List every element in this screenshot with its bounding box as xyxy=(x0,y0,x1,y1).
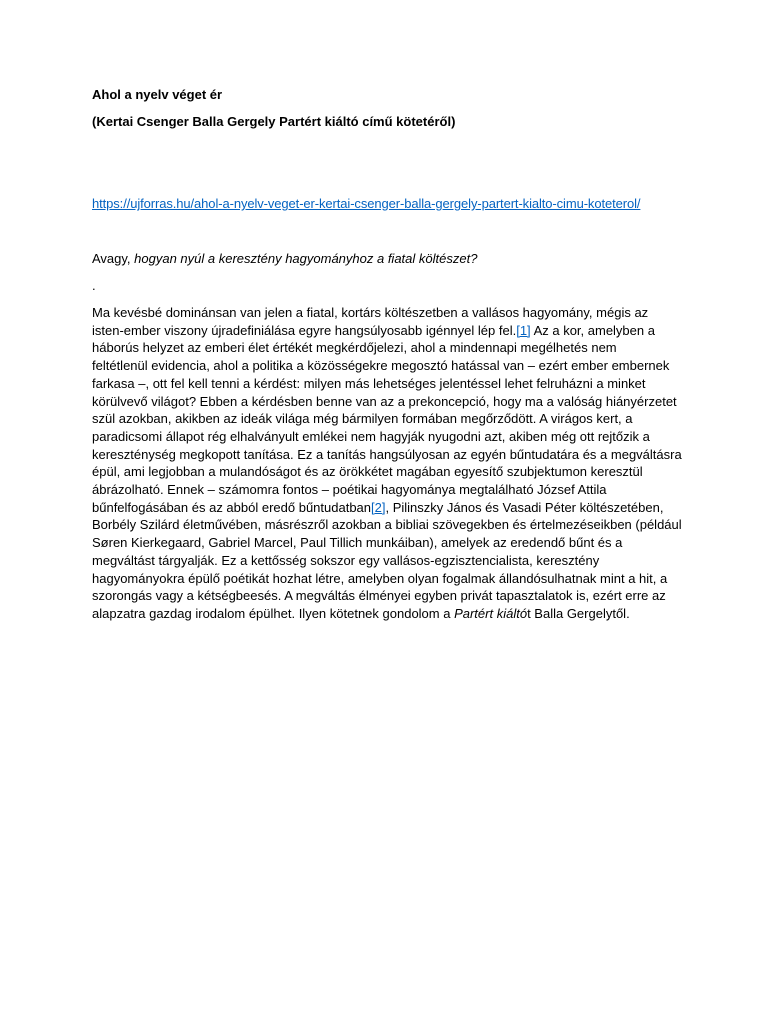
body-line: feltétlenül evidencia, ahol a politika a közösségekre megosztó hatással van – ezért ember embernek xyxy=(92,358,670,374)
body-text-segment: t xyxy=(527,605,531,621)
footnote-link-2[interactable]: [2] xyxy=(371,499,386,515)
body-line: Søren Kierkegaard, Gabriel Marcel, Paul Tillich munkáiban), amelyek az eredendő bűnt és a xyxy=(92,535,623,551)
body-text-segment: Balla Gergelytől. xyxy=(530,605,630,621)
body-line: farkasa –, ott fel kell tenni a kérdést: milyen más lehetséges jelentéssel lehet felruházni a minket xyxy=(92,375,646,391)
body-line xyxy=(92,605,682,623)
body-line: épül, ami legjobban a mulandóságot és az örökkétet magában egyesítő szubjektumon keresztül xyxy=(92,464,643,480)
body-line: hagyományokra épülő poétikát hozhat létre, amelyben olyan fogalmak állandósulhatnak mint a hit, a xyxy=(92,570,668,586)
body-text-segment: alapzatra gazdag irodalom épülhet. Ilyen kötetnek gondolom a xyxy=(92,605,455,621)
body-line xyxy=(92,499,682,517)
separator-dot: . xyxy=(92,278,96,293)
body-line: kereszténység megkopott tanítása. Ez a tanítás hangsúlyosan az egyén bűntudatára és a megváltásra xyxy=(92,446,682,462)
document-subtitle: (Kertai Csenger Balla Gergely Partért kiáltó című kötetéről) xyxy=(92,114,456,129)
lead-question xyxy=(92,250,477,267)
body-line: háborús helyzet az emberi élet értékét megkérdőjelezi, ahol a mindennapi megélhetés nem xyxy=(92,340,617,356)
body-line: szül azokban, akikben az ideák világa még bármilyen formában megőrződött. A virágos kert, a xyxy=(92,411,633,427)
body-line: Ma kevésbé dominánsan van jelen a fiatal, kortárs költészetben a vallásos hagyomány, mégis az xyxy=(92,305,649,320)
document-title: Ahol a nyelv véget ér xyxy=(92,87,223,102)
body-text-segment: , Pilinszky János és Vasadi Péter költészetében, xyxy=(385,499,664,515)
book-title: Partért kiáltó xyxy=(454,605,528,621)
source-link[interactable]: https://ujforras.hu/ahol-a-nyelv-veget-er-kertai-csenger-balla-gergely-partert-kialto-cimu-koteterol/ xyxy=(92,196,641,211)
body-line: paradicsomi állapot rég elhalványult emlékei nem hagyják nyugodni azt, akiben még ott rejtőzik a xyxy=(92,428,650,444)
body-line: körülvevő világot? Ebben a kérdésben benne van az a prekoncepció, hogy ma a valóság hiányérzetet xyxy=(92,393,677,409)
body-text-segment: bűnfelfogásában és az abból eredő bűntudatban xyxy=(92,499,372,515)
body-line: Borbély Szilárd életművében, másrészről azokban a bibliai szövegekben és értelmezéseikben (például xyxy=(92,517,682,533)
footnote-link-1[interactable]: [1] xyxy=(516,322,531,338)
body-line: megváltást tárgyalják. Ez a kettősség sokszor egy vallásos-egzisztencialista, keresztény xyxy=(92,552,600,568)
body-text-segment: isten-ember viszony újradefiniálása egyre hangsúlyosabb igénnyel lép fel. xyxy=(92,322,517,338)
body-paragraph xyxy=(92,304,682,623)
body-text-segment: Az a kor, amelyben a xyxy=(530,322,655,338)
body-line: ábrázolható. Ennek – számomra fontos – poétikai hagyománya megtalálható József Attila xyxy=(92,482,607,498)
body-line: szorongás vagy a kétségbeesés. A megváltás élményei egyben privát tapasztalatok is, ezért erre az xyxy=(92,588,666,604)
body-line xyxy=(92,322,682,340)
lead-prefix: Avagy, xyxy=(92,251,135,266)
lead-question-text: hogyan nyúl a keresztény hagyományhoz a fiatal költészet? xyxy=(134,251,478,266)
